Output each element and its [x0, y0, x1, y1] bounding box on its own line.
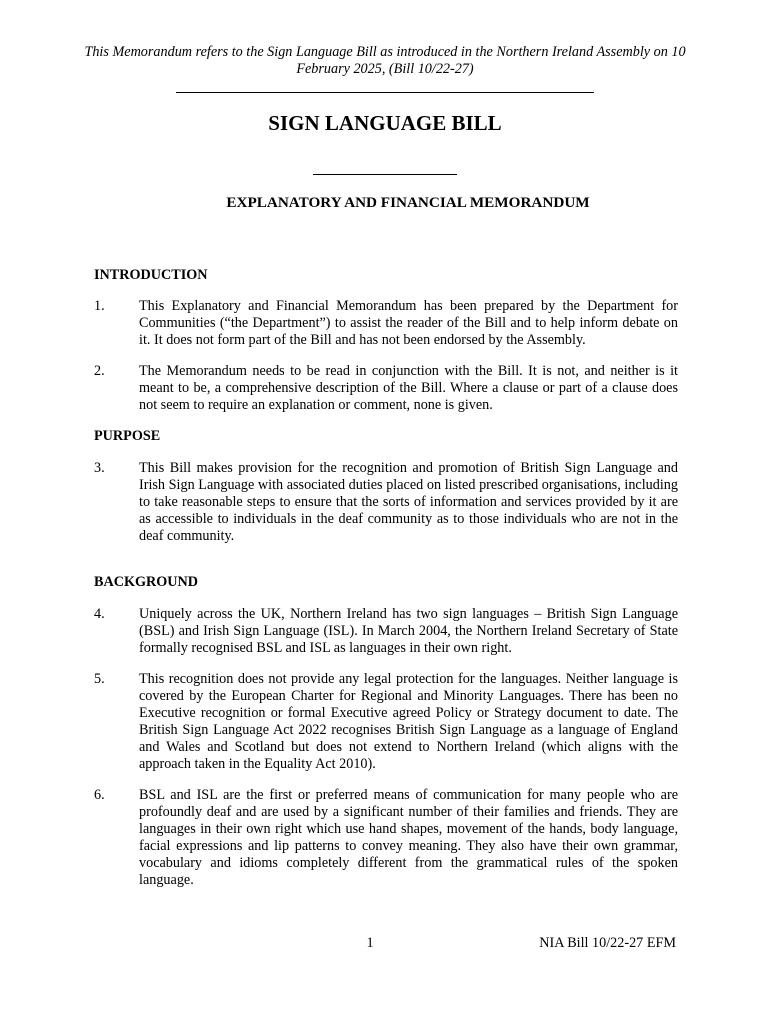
- paragraph-number: 2.: [94, 363, 105, 379]
- paragraph-number: 1.: [94, 298, 105, 314]
- paragraph-number: 4.: [94, 606, 105, 622]
- paragraph-text: This Bill makes provision for the recognition and promotion of British Sign Language and Irish Sign Language with associated duties placed on listed prescribed organisations, including to take reasonable steps to ensure that the sorts of information and services provided by it are as accessible to individuals in the deaf community as to those individuals who are not in the deaf community.: [139, 460, 678, 544]
- section-heading-background: BACKGROUND: [94, 574, 199, 590]
- page-number: 1: [366, 935, 374, 951]
- header-divider: [176, 92, 594, 93]
- paragraph-text: Uniquely across the UK, Northern Ireland has two sign languages – British Sign Language (BSL) and Irish Sign Language (ISL). In March 2004, the Northern Ireland Secretary of State formally recognised BSL and ISL as languages in their own right.: [139, 606, 678, 656]
- document-reference: NIA Bill 10/22-27 EFM: [539, 935, 676, 951]
- paragraph-text: This recognition does not provide any legal protection for the languages. Neither language is covered by the European Charter for Regional and Minority Languages. There has been no Executive recognition or formal Executive agreed Policy or Strategy document to date. The British Sign Language Act 2022 recognises British Sign Language as a language of England and Wales and Scotland but does not extend to Northern Ireland (which aligns with the approach taken in the Equality Act 2010).: [139, 671, 678, 772]
- paragraph-number: 5.: [94, 671, 105, 687]
- paragraph-text: The Memorandum needs to be read in conjunction with the Bill. It is not, and neither is it meant to be, a comprehensive description of the Bill. Where a clause or part of a clause does not seem to require an explanation or comment, none is given.: [139, 363, 678, 413]
- document-title: SIGN LANGUAGE BILL: [268, 111, 502, 135]
- document-subtitle: EXPLANATORY AND FINANCIAL MEMORANDUM: [226, 194, 590, 211]
- title-divider: [313, 174, 457, 175]
- section-heading-introduction: INTRODUCTION: [94, 267, 208, 283]
- paragraph-text: This Explanatory and Financial Memorandum has been prepared by the Department for Communities (“the Department”) to assist the reader of the Bill and to help inform debate on it. It does not form part of the Bill and has not been endorsed by the Assembly.: [139, 298, 678, 348]
- bill-reference-note: This Memorandum refers to the Sign Language Bill as introduced in the Northern Ireland Assembly on 10 February 2025, (Bill 10/22-27): [84, 44, 686, 77]
- paragraph-text: BSL and ISL are the first or preferred means of communication for many people who are profoundly deaf and are used by a significant number of their families and friends. They are languages in their own right which use hand shapes, movement of the hands, body language, facial expressions and lip patterns to convey meaning. They also have their own grammar, vocabulary and idioms completely different from the grammatical rules of the spoken language.: [139, 787, 678, 888]
- paragraph-number: 3.: [94, 460, 105, 476]
- paragraph-number: 6.: [94, 787, 105, 803]
- section-heading-purpose: PURPOSE: [94, 428, 161, 444]
